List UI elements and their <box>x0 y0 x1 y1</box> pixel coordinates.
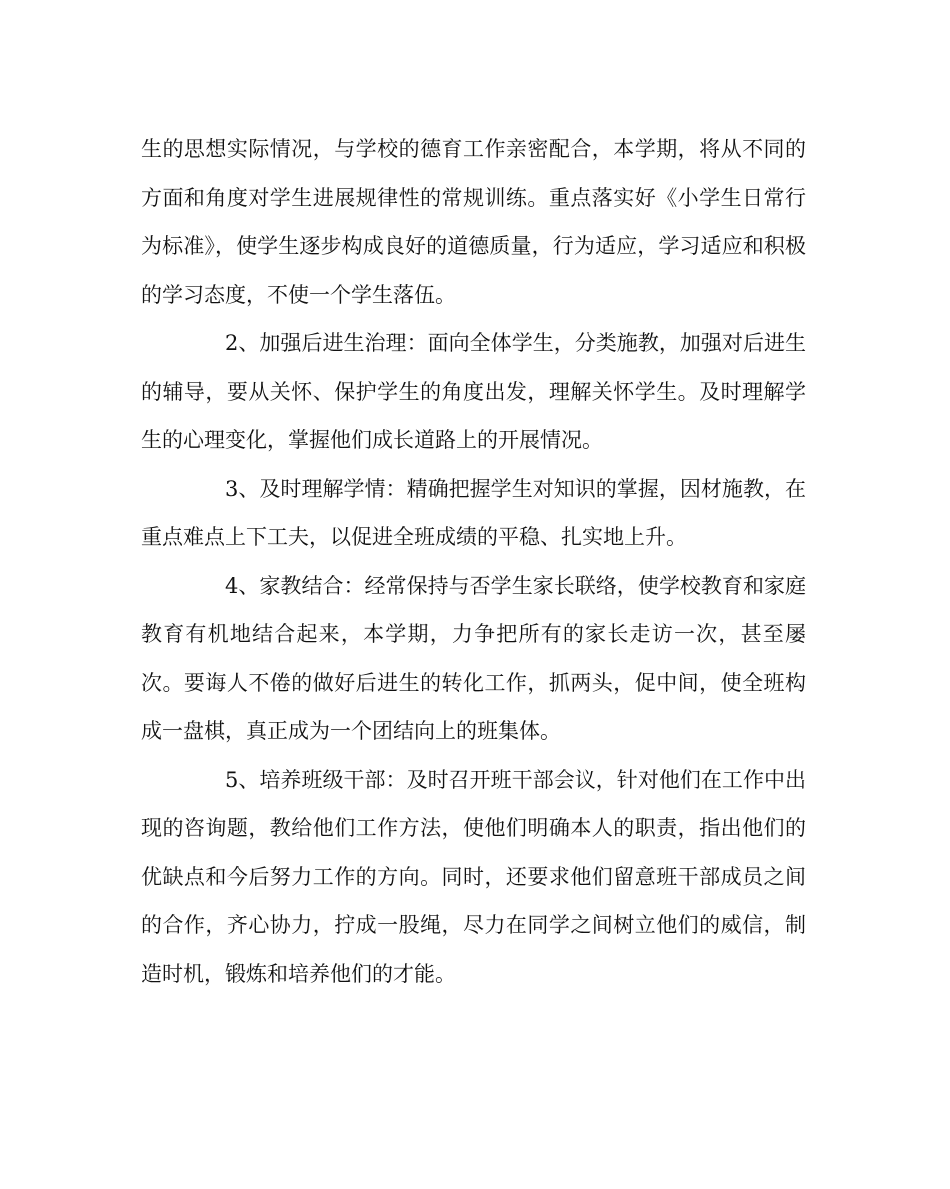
document-body <box>141 125 806 998</box>
paragraph-continuation: 生的思想实际情况，与学校的德育工作亲密配合，本学期，将从不同的方面和角度对学生进展规律性的常规训练。重点落实好《小学生日常行为标准》，使学生逐步构成良好的道德质量，行为适应，学习适应和积极的学习态度，不使一个学生落伍。 <box>141 137 806 307</box>
paragraph-item-3: 3、及时理解学情：精确把握学生对知识的掌握，因材施教，在重点难点上下工夫，以促进全班成绩的平稳、扎实地上升。 <box>141 476 806 549</box>
paragraph-item-2: 2、加强后进生治理：面向全体学生，分类施教，加强对后进生的辅导，要从关怀、保护学生的角度出发，理解关怀学生。及时理解学生的心理变化，掌握他们成长道路上的开展情况。 <box>141 331 806 452</box>
paragraph-item-5: 5、培养班级干部：及时召开班干部会议，针对他们在工作中出现的咨询题，教给他们工作方法，使他们明确本人的职责，指出他们的优缺点和今后努力工作的方向。同时，还要求他们留意班干部成员之间的合作，齐心协力，拧成一股绳，尽力在同学之间树立他们的威信，制造时机，锻炼和培养他们的才能。 <box>141 767 806 986</box>
paragraph-item-4: 4、家教结合：经常保持与否学生家长联络，使学校教育和家庭教育有机地结合起来，本学期，力争把所有的家长走访一次，甚至屡次。要诲人不倦的做好后进生的转化工作，抓两头，促中间，使全班构成一盘棋，真正成为一个团结向上的班集体。 <box>141 573 806 743</box>
